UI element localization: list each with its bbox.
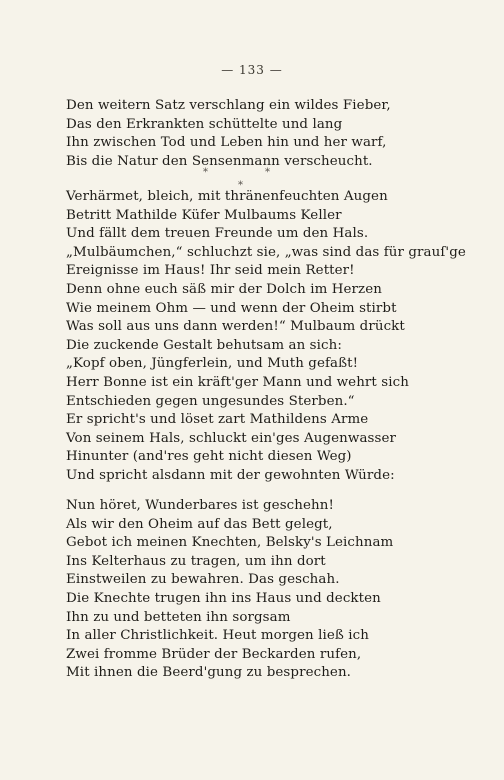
verse-line: Von seinem Hals, schluckt ein'ges Augenwasser	[66, 430, 397, 446]
verse-line: Denn ohne euch säß mir der Dolch im Herzen	[66, 281, 382, 297]
verse-line: Er spricht's und löset zart Mathildens Arme	[66, 412, 369, 428]
verse-line: Und fällt dem treuen Freunde um den Hals.	[66, 226, 369, 242]
verse-line: Bis die Natur den Sensenmann verscheucht.	[66, 153, 373, 169]
stanza-1	[66, 97, 438, 171]
verse-line: Betritt Mathilde Küfer Mulbaums Keller	[66, 207, 342, 223]
page-number: — 133 —	[221, 63, 283, 77]
verse-line: Was soll aus uns dann werden!“ Mulbaum drückt	[66, 319, 405, 335]
verse-line: Als wir den Oheim auf das Bett gelegt,	[66, 516, 333, 532]
verse-line: Das den Erkrankten schüttelte und lang	[66, 116, 343, 132]
verse-line: Die zuckende Gestalt behutsam an sich:	[66, 337, 342, 353]
verse-line: Entschieden gegen ungesundes Sterben.“	[66, 393, 355, 409]
verse-line: Hinunter (and'res geht nicht diesen Weg)	[66, 449, 352, 465]
verse-line: Ihn zu und betteten ihn sorgsam	[66, 609, 291, 625]
verse-line: Einstweilen zu bewahren. Das geschah.	[66, 572, 340, 588]
verse-line: Ins Kelterhaus zu tragen, um ihn dort	[66, 553, 326, 569]
asterism-star-icon: *	[203, 167, 208, 178]
verse-line: Ereignisse im Haus! Ihr seid mein Retter!	[66, 263, 355, 279]
verse-line: Ihn zwischen Tod und Leben hin und her warf,	[66, 135, 387, 151]
verse-line: Verhärmet, bleich, mit thränenfeuchten Augen	[66, 189, 388, 204]
verse-line: „Mulbäumchen,“ schluchzt sie, „was sind das für grauſ'ge	[66, 244, 466, 260]
asterism-star-icon: *	[238, 180, 243, 191]
asterism-star-icon: *	[265, 167, 270, 178]
verse-line: Die Knechte trugen ihn ins Haus und deckten	[66, 590, 381, 606]
verse-line: Zwei fromme Brüder der Beckarden rufen,	[66, 646, 362, 662]
stanza-3	[66, 497, 438, 683]
verse-line: Mit ihnen die Beerd'gung zu besprechen.	[66, 665, 352, 681]
verse-line: Herr Bonne ist ein kräft'ger Mann und wehrt sich	[66, 374, 409, 390]
verse-line: Nun höret, Wunderbares ist geschehn!	[66, 498, 334, 513]
verse-line: Wie meinem Ohm — und wenn der Oheim stirbt	[66, 300, 397, 316]
verse-line: In aller Christlichkeit. Heut morgen ließ ich	[66, 628, 370, 644]
verse-line: Gebot ich meinen Knechten, Belsky's Leichnam	[66, 535, 394, 551]
verse-line: „Kopf oben, Jüngferlein, und Muth gefaßt!	[66, 356, 359, 372]
stanza-2	[66, 188, 466, 486]
verse-line: Und spricht alsdann mit der gewohnten Würde:	[66, 467, 395, 483]
verse-line: Den weitern Satz verschlang ein wildes Fieber,	[66, 98, 391, 113]
